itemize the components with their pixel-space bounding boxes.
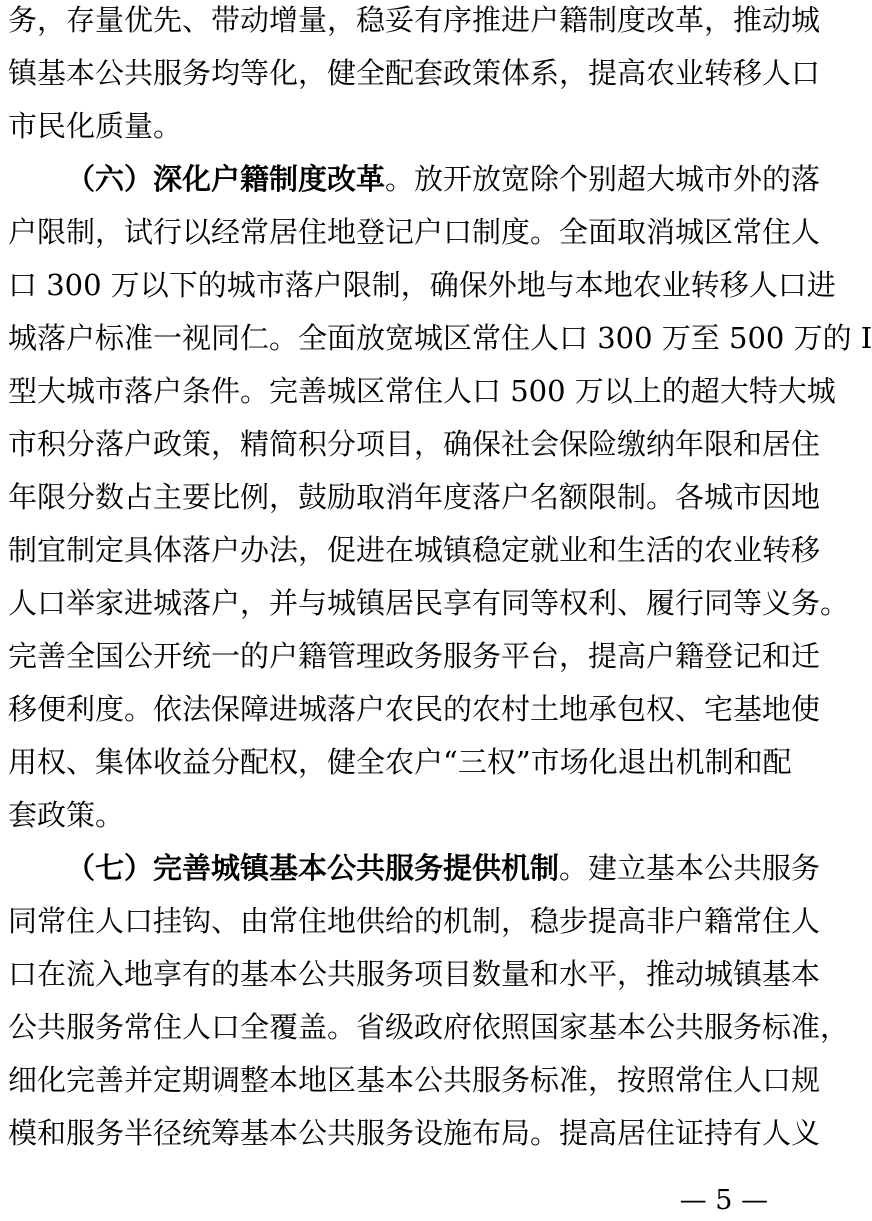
- text-line: 同常住人口挂钩、由常住地供给的机制，稳步提高非户籍常住人: [8, 904, 821, 938]
- text-line: 完善全国公开统一的户籍管理政务服务平台，提高户籍登记和迁: [8, 639, 821, 673]
- paragraph-first-line: [66, 153, 821, 205]
- text-line: 人口举家进城落户，并与城镇居民享有同等权利、履行同等义务。: [8, 586, 850, 620]
- text-run: 。建立基本公共服务: [559, 851, 821, 885]
- text-line: 型大城市落户条件。完善城区常住人口 500 万以上的超大特大城: [8, 374, 836, 408]
- section-heading: （六）深化户籍制度改革: [66, 162, 386, 196]
- paragraph-first-line: [66, 842, 821, 894]
- text-line: 移便利度。依法保障进城落户农民的农村土地承包权、宅基地使: [8, 692, 821, 726]
- text-line: 城落户标准一视同仁。全面放宽城区常住人口 300 万至 500 万的 I: [8, 321, 872, 355]
- text-line: 口 300 万以下的城市落户限制，确保外地与本地农业转移人口进: [8, 268, 836, 302]
- text-line: 口在流入地享有的基本公共服务项目数量和水平，推动城镇基本: [8, 957, 821, 991]
- text-run: 。放开放宽除个别超大城市外的落: [385, 162, 821, 196]
- text-line: 模和服务半径统筹基本公共服务设施布局。提高居住证持有人义: [8, 1116, 821, 1150]
- text-line: 户限制，试行以经常居住地登记户口制度。全面取消城区常住人: [8, 215, 821, 249]
- text-line: 公共服务常住人口全覆盖。省级政府依照国家基本公共服务标准，: [8, 1010, 850, 1044]
- text-line: 制宜制定具体落户办法，促进在城镇稳定就业和生活的农业转移: [8, 533, 821, 567]
- text-line: 细化完善并定期调整本地区基本公共服务标准，按照常住人口规: [8, 1063, 821, 1097]
- page-number: — 5 —: [679, 1185, 768, 1216]
- text-line: 市民化质量。: [8, 109, 183, 143]
- text-line: 年限分数占主要比例，鼓励取消年度落户名额限制。各城市因地: [8, 480, 821, 514]
- text-line: 镇基本公共服务均等化，健全配套政策体系，提高农业转移人口: [8, 56, 821, 90]
- text-line: 套政策。: [8, 798, 125, 832]
- text-line: 务，存量优先、带动增量，稳妥有序推进户籍制度改革，推动城: [8, 3, 821, 37]
- section-heading: （七）完善城镇基本公共服务提供机制: [66, 851, 560, 885]
- text-line: 用权、集体收益分配权，健全农户“三权”市场化退出机制和配: [8, 745, 792, 779]
- text-line: 市积分落户政策，精简积分项目，确保社会保险缴纳年限和居住: [8, 427, 821, 461]
